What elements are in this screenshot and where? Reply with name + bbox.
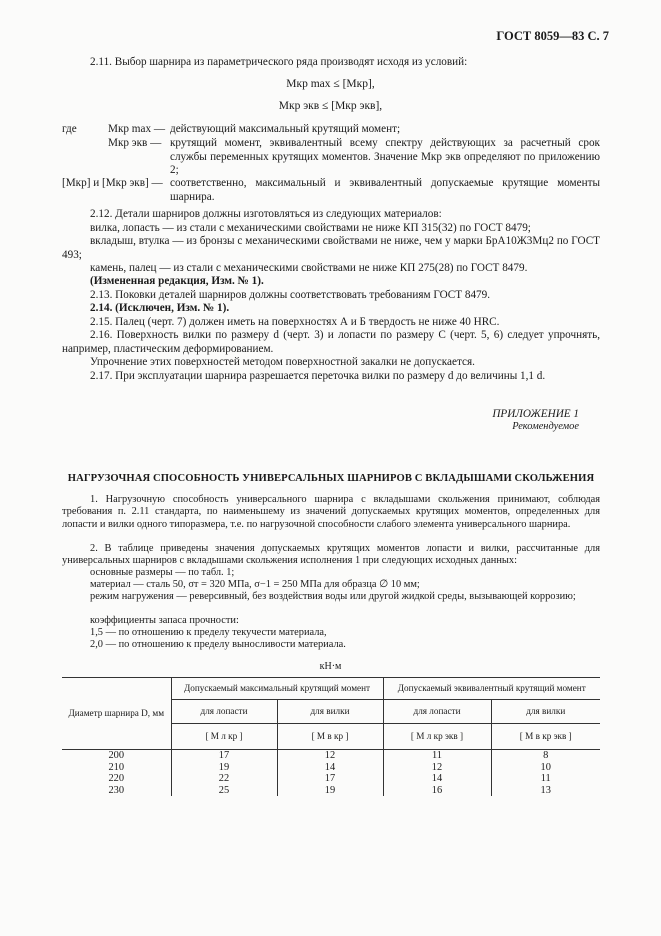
definition-text: действующий максимальный крутящий момент; xyxy=(170,123,401,135)
cell-value: 12 xyxy=(383,762,491,774)
page-header: ГОСТ 8059—83 С. 7 xyxy=(496,29,609,43)
cell-value: 16 xyxy=(383,785,491,797)
definition-symbol: Мкр экв — xyxy=(108,137,162,149)
clause-2-12-liner: вкладыш, втулка — из бронзы с механическими свойствами не ниже, чем у марки БрА10Ж3Мц2 по ГОСТ 493; xyxy=(62,235,600,261)
header-diameter: Диаметр шарнира D, мм xyxy=(62,678,171,750)
coefficient-yield: 1,5 — по отношению к пределу текучести материала, xyxy=(90,627,327,638)
definition-row-3 xyxy=(62,177,600,204)
symbol-max-blade: [ M л кр ] xyxy=(171,724,277,750)
table-row xyxy=(62,762,600,774)
appendix-title: НАГРУЗОЧНАЯ СПОСОБНОСТЬ УНИВЕРСАЛЬНЫХ ШАРНИРОВ С ВКЛАДЫШАМИ СКОЛЬЖЕНИЯ xyxy=(67,473,595,484)
torque-table xyxy=(62,677,600,796)
cell-value: 17 xyxy=(171,750,277,762)
input-data-coefficients: коэффициенты запаса прочности: xyxy=(90,615,239,626)
clause-2-14: 2.14. (Исключен, Изм. № 1). xyxy=(90,302,230,314)
clause-2-13: 2.13. Поковки деталей шарниров должны соответствовать требованиям ГОСТ 8479. xyxy=(90,289,491,301)
clause-2-12: 2.12. Детали шарниров должны изготовляться из следующих материалов: xyxy=(90,208,442,220)
table-unit: кН·м xyxy=(319,661,342,672)
header-max-torque: Допускаемый максимальный крутящий момент xyxy=(171,678,383,700)
cell-diameter: 230 xyxy=(108,784,125,796)
cell-value: 25 xyxy=(171,785,277,797)
definition-text: соответственно, максимальный и эквивалентный допускаемые крутящие моменты шарнира. xyxy=(170,177,600,203)
cell-value: 14 xyxy=(383,773,491,785)
definition-row-1 xyxy=(62,123,600,137)
cell-value: 11 xyxy=(491,773,600,785)
header-equivalent-torque: Допускаемый эквивалентный крутящий момент xyxy=(383,678,600,700)
cell-value: 19 xyxy=(171,762,277,774)
formula-max: Мкр max ≤ [Мкр], xyxy=(286,78,375,90)
symbol-max-fork: [ M в кр ] xyxy=(277,724,383,750)
cell-value: 8 xyxy=(491,750,600,762)
table-row xyxy=(62,785,600,797)
appendix-status: Рекомендуемое xyxy=(512,421,579,432)
cell-value: 11 xyxy=(383,750,491,762)
clause-2-16-note: Упрочнение этих поверхностей методом поверхностной закалки не допускается. xyxy=(90,356,475,368)
cell-diameter: 200 xyxy=(108,750,125,761)
header-eq-fork: для вилки xyxy=(491,700,600,724)
clause-2-12-fork: вилка, лопасть — из стали с механическими свойствами не ниже КП 315(32) по ГОСТ 8479; xyxy=(90,222,531,234)
clause-2-12-stone: камень, палец — из стали с механическими свойствами не ниже КП 275(28) по ГОСТ 8479. xyxy=(90,262,528,274)
coefficient-endurance: 2,0 — по отношению к пределу выносливости материала. xyxy=(90,639,346,650)
input-data-sizes: основные размеры — по табл. 1; xyxy=(90,567,235,578)
appendix-para-1: 1. Нагрузочную способность универсального шарнира с вкладышами скольжения принимают, соблюдая требования п. 2.11 стандарта, по наименьшему из значений допускаемых крутящих моментов, определенных для лопасти и вилки одного типоразмера, т.е. по нагрузочной способности слабого элемента универсального шарнира. xyxy=(62,494,600,530)
appendix-para-2: 2. В таблице приведены значения допускаемых крутящих моментов лопасти и вилки, рассчитанные для универсальных шарниров с вкладышами скольжения исполнения 1 при следующих исходных данных: xyxy=(62,543,600,567)
cell-value: 17 xyxy=(277,773,383,785)
cell-value: 10 xyxy=(491,762,600,774)
input-data-mode: режим нагружения — реверсивный, без воздействия воды или другой жидкой среды, вызывающей коррозию; xyxy=(90,591,576,602)
clause-2-17: 2.17. При эксплуатации шарнира разрешается переточка вилки по размеру d до величины 1,1 d. xyxy=(90,370,546,382)
formula-equivalent: Мкр экв ≤ [Мкр экв], xyxy=(278,100,383,112)
cell-value: 19 xyxy=(277,785,383,797)
appendix-label: ПРИЛОЖЕНИЕ 1 xyxy=(492,408,579,420)
cell-value: 22 xyxy=(171,773,277,785)
table-row xyxy=(62,750,600,762)
clause-2-15: 2.15. Палец (черт. 7) должен иметь на поверхностях А и Б твердость не ниже 40 HRC. xyxy=(90,316,500,328)
amendment-note: (Измененная редакция, Изм. № 1). xyxy=(90,275,264,287)
header-eq-blade: для лопасти xyxy=(383,700,491,724)
cell-value: 14 xyxy=(277,762,383,774)
header-max-fork: для вилки xyxy=(277,700,383,724)
clause-2-16: 2.16. Поверхность вилки по размеру d (черт. 3) и лопасти по размеру С (черт. 5, 6) следует упрочнять, например, пластическим деформированием. xyxy=(62,329,600,355)
definition-row-2 xyxy=(62,137,600,178)
clause-2-11: 2.11. Выбор шарнира из параметрического ряда производят исходя из условий: xyxy=(90,56,468,68)
header-max-blade: для лопасти xyxy=(171,700,277,724)
cell-value: 12 xyxy=(277,750,383,762)
cell-diameter: 210 xyxy=(108,761,125,773)
definition-symbol: [Мкр] и [Мкр экв] — xyxy=(62,177,163,189)
where-label: где xyxy=(62,123,77,135)
definition-symbol: Мкр max — xyxy=(108,123,166,135)
cell-diameter: 220 xyxy=(108,773,125,785)
symbol-eq-fork: [ M в кр экв ] xyxy=(491,724,600,750)
input-data-material: материал — сталь 50, σт = 320 МПа, σ−1 = 250 МПа для образца ∅ 10 мм; xyxy=(90,579,420,590)
definition-text: крутящий момент, эквивалентный всему спектру действующих за расчетный срок службы переменных крутящих моментов. Значение Мкр экв определяют по приложению 2; xyxy=(170,137,600,177)
cell-value: 13 xyxy=(491,785,600,797)
table-row xyxy=(62,773,600,785)
symbol-eq-blade: [ M л кр экв ] xyxy=(383,724,491,750)
